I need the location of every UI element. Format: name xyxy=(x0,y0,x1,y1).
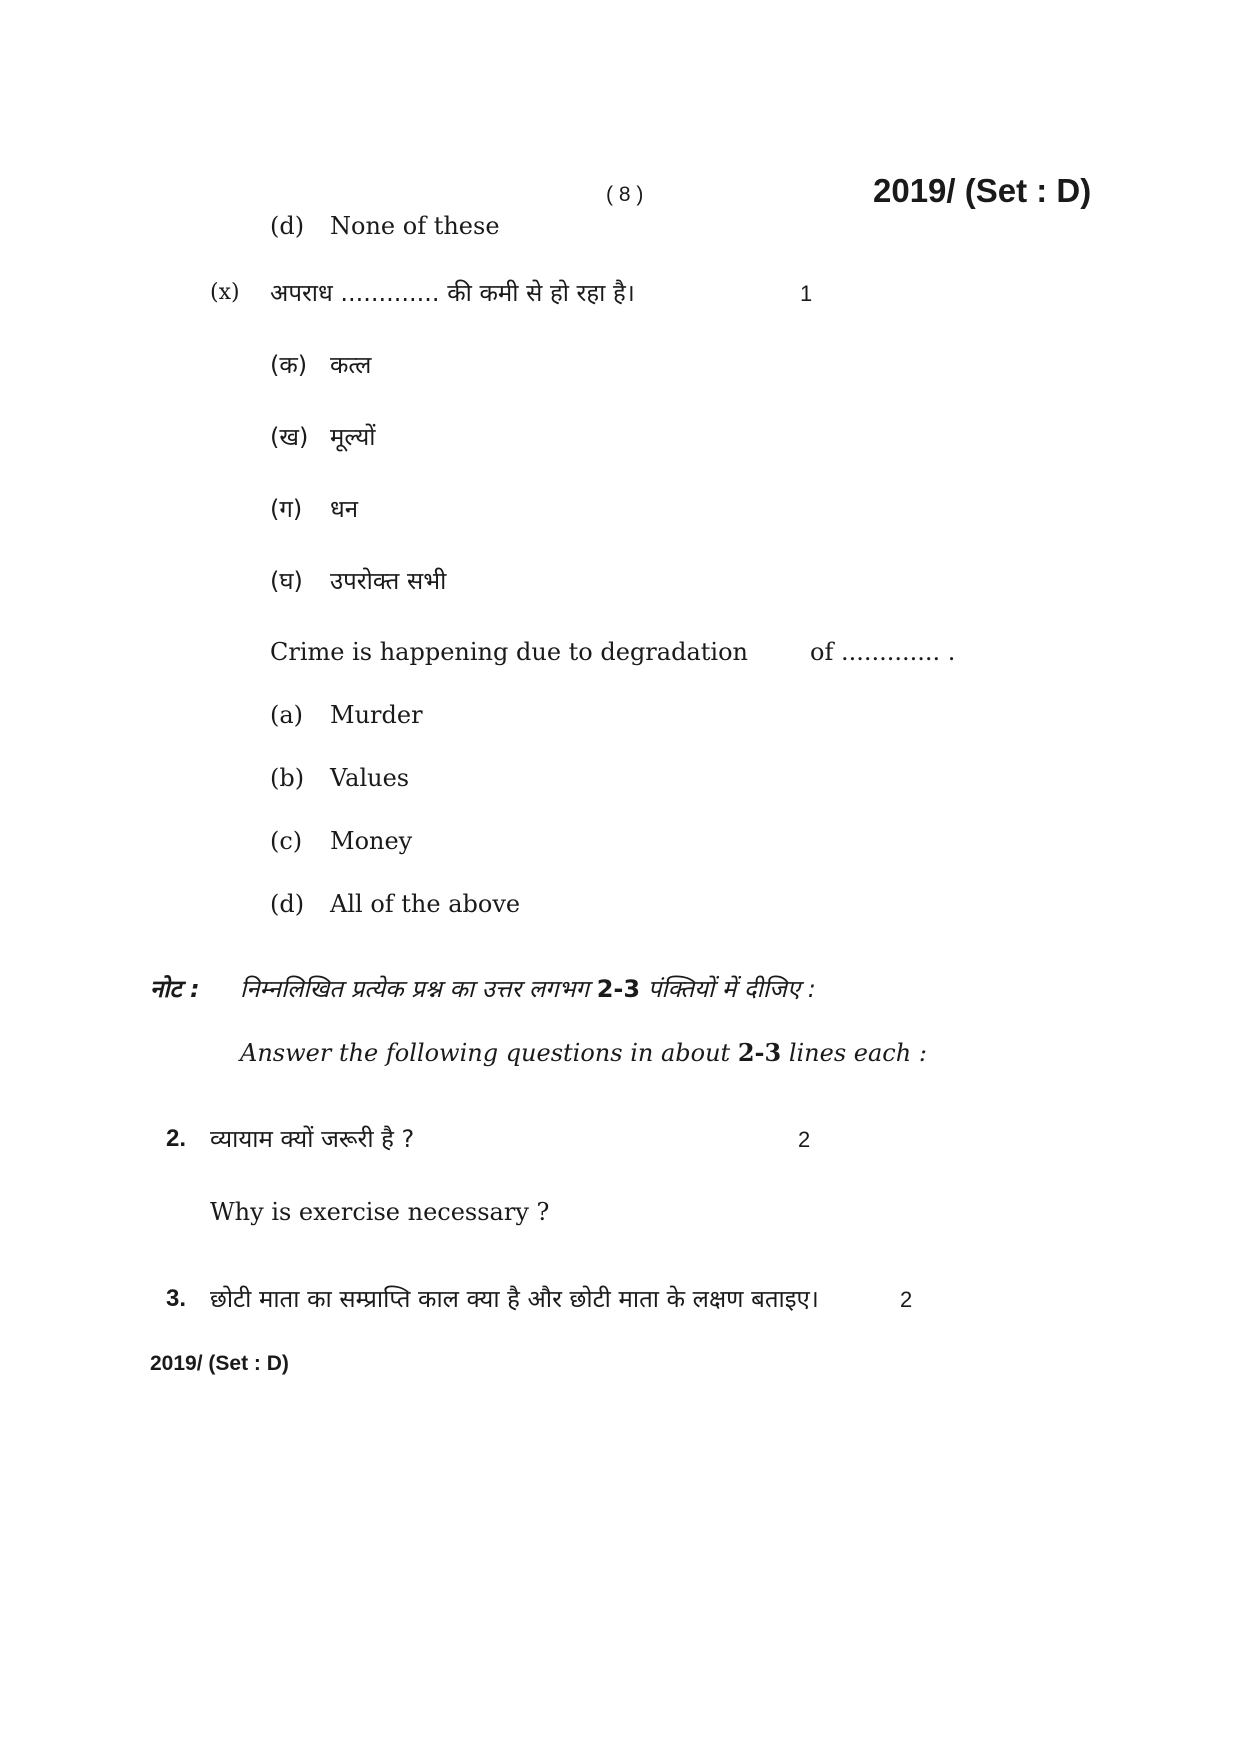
note-hindi-before: निम्नलिखित प्रत्येक प्रश्न का उत्तर लगभग xyxy=(240,975,590,1003)
question-2-number: 2. xyxy=(166,1125,187,1152)
hindi-option-ka-text: कत्ल xyxy=(330,351,372,379)
note-english-instruction xyxy=(240,1038,927,1067)
english-option-a-label: (a) xyxy=(270,701,304,729)
footer-set-label: 2019/ (Set : D) xyxy=(150,1352,289,1375)
english-option-c-label: (c) xyxy=(270,827,303,855)
question-x-english-blank: of ............. . xyxy=(810,638,956,666)
question-3-marks: 2 xyxy=(900,1287,913,1312)
note-hindi-bold: 2-3 xyxy=(596,975,641,1003)
hindi-option-kha-text: मूल्यों xyxy=(330,423,376,451)
question-x-english-text: Crime is happening due to degradation xyxy=(270,638,748,666)
question-3-hindi-text: छोटी माता का सम्प्राप्ति काल क्या है और छोटी माता के लक्षण बताइए। xyxy=(210,1285,819,1313)
header-set-label: 2019/ (Set : D) xyxy=(873,172,1092,209)
hindi-option-ga-label: (ग) xyxy=(270,495,303,523)
prev-option-d-label: (d) xyxy=(270,212,305,240)
note-label: नोट : xyxy=(150,975,200,1003)
hindi-option-gha-text: उपरोक्त सभी xyxy=(330,567,447,595)
hindi-option-ka-label: (क) xyxy=(270,351,308,379)
question-3-number: 3. xyxy=(166,1285,187,1312)
prev-option-d-text: None of these xyxy=(330,212,500,240)
question-2-marks: 2 xyxy=(798,1127,811,1152)
english-option-b-text: Values xyxy=(330,764,410,792)
note-hindi-instruction xyxy=(240,972,816,1005)
question-x-hindi-text: अपराध ............. की कमी से हो रहा है। xyxy=(270,279,635,307)
note-english-after: lines each : xyxy=(788,1039,927,1067)
note-hindi-after: पंक्तियों में दीजिए : xyxy=(647,975,816,1003)
question-2-english-text: Why is exercise necessary ? xyxy=(210,1198,550,1226)
hindi-option-ga-text: धन xyxy=(330,495,359,523)
hindi-option-kha-label: (ख) xyxy=(270,423,309,451)
english-option-a-text: Murder xyxy=(330,701,423,729)
english-option-d-label: (d) xyxy=(270,890,305,918)
hindi-option-gha-label: (घ) xyxy=(270,567,303,595)
question-x-marks: 1 xyxy=(800,281,813,306)
english-option-b-label: (b) xyxy=(270,764,305,792)
note-english-before: Answer the following questions in about xyxy=(240,1039,731,1067)
page-number: ( 8 ) xyxy=(606,183,644,206)
question-2-hindi-text: व्यायाम क्यों जरूरी है ? xyxy=(210,1125,415,1153)
english-option-d-text: All of the above xyxy=(330,890,521,918)
english-option-c-text: Money xyxy=(330,827,413,855)
note-english-bold: 2-3 xyxy=(737,1038,782,1067)
question-x-number: (x) xyxy=(210,280,240,305)
